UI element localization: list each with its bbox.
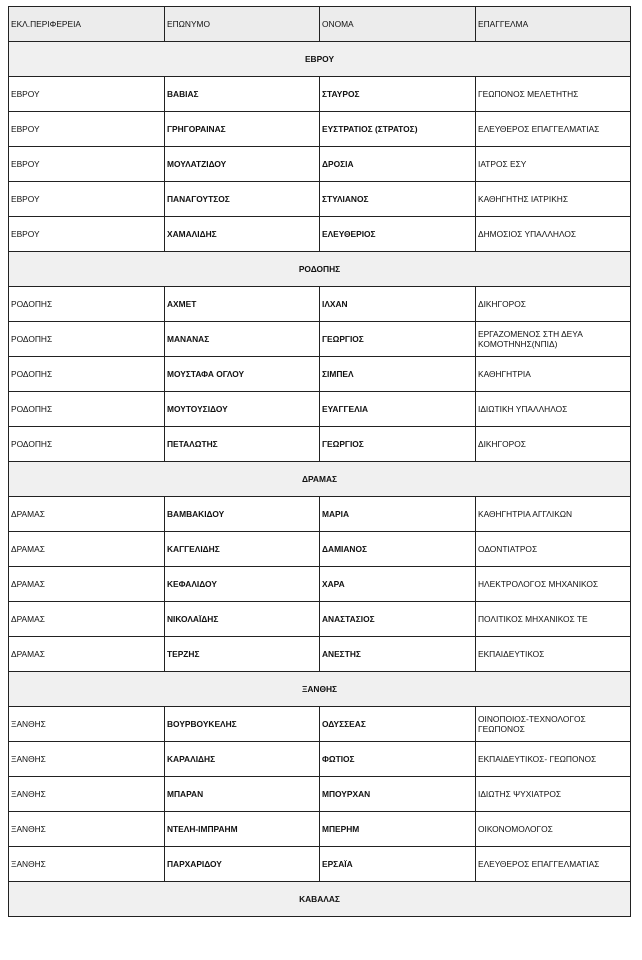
cell-region: ΔΡΑΜΑΣ [9,567,165,602]
table-row [9,77,631,112]
cell-surname: ΜΟΥΤΟΥΣΙΔΟΥ [165,392,320,427]
section-header: ΔΡΑΜΑΣ [9,462,631,497]
cell-firstname: ΙΛΧΑΝ [320,287,476,322]
cell-firstname: ΟΔΥΣΣΕΑΣ [320,707,476,742]
table-header-row [9,7,631,42]
cell-region: ΔΡΑΜΑΣ [9,637,165,672]
cell-region: ΔΡΑΜΑΣ [9,532,165,567]
table-row [9,847,631,882]
document-page [8,6,630,917]
cell-firstname: ΣΤΥΛΙΑΝΟΣ [320,182,476,217]
cell-region: ΡΟΔΟΠΗΣ [9,392,165,427]
cell-surname: ΚΕΦΑΛΙΔΟΥ [165,567,320,602]
cell-region: ΔΡΑΜΑΣ [9,497,165,532]
cell-region: ΕΒΡΟΥ [9,217,165,252]
cell-surname: ΝΙΚΟΛΑΪΔΗΣ [165,602,320,637]
table-row [9,812,631,847]
cell-surname: ΠΑΡΧΑΡΙΔΟΥ [165,847,320,882]
cell-profession: ΓΕΩΠΟΝΟΣ ΜΕΛΕΤΗΤΗΣ [476,77,631,112]
cell-profession: ΕΚΠΑΙΔΕΥΤΙΚΟΣ [476,637,631,672]
cell-surname: ΓΡΗΓΟΡΑΙΝΑΣ [165,112,320,147]
table-row [9,392,631,427]
cell-profession: ΕΛΕΥΘΕΡΟΣ ΕΠΑΓΓΕΛΜΑΤΙΑΣ [476,847,631,882]
section-header-row [9,672,631,707]
table-row [9,147,631,182]
cell-profession: ΚΑΘΗΓΗΤΡΙΑ ΑΓΓΛΙΚΩΝ [476,497,631,532]
table-row [9,357,631,392]
cell-profession: ΠΟΛΙΤΙΚΟΣ ΜΗΧΑΝΙΚΟΣ ΤΕ [476,602,631,637]
cell-region: ΕΒΡΟΥ [9,112,165,147]
table-row [9,637,631,672]
section-header-row [9,462,631,497]
cell-firstname: ΔΡΟΣΙΑ [320,147,476,182]
cell-profession: ΕΚΠΑΙΔΕΥΤΙΚΟΣ- ΓΕΩΠΟΝΟΣ [476,742,631,777]
cell-region: ΞΑΝΘΗΣ [9,847,165,882]
cell-region: ΕΒΡΟΥ [9,182,165,217]
table-row [9,742,631,777]
cell-profession: ΚΑΘΗΓΗΤΗΣ ΙΑΤΡΙΚΗΣ [476,182,631,217]
cell-region: ΡΟΔΟΠΗΣ [9,287,165,322]
cell-firstname: ΕΥΑΓΓΕΛΙΑ [320,392,476,427]
cell-firstname: ΜΑΡΙΑ [320,497,476,532]
table-row [9,532,631,567]
table-row [9,182,631,217]
table-row [9,217,631,252]
cell-surname: ΠΑΝΑΓΟΥΤΣΟΣ [165,182,320,217]
cell-region: ΡΟΔΟΠΗΣ [9,427,165,462]
column-header-surname: ΕΠΩΝΥΜΟ [165,7,320,42]
table-row [9,497,631,532]
table-row [9,777,631,812]
table-row [9,567,631,602]
cell-surname: ΧΑΜΑΛΙΔΗΣ [165,217,320,252]
section-header-row [9,252,631,287]
cell-region: ΞΑΝΘΗΣ [9,812,165,847]
cell-firstname: ΧΑΡΑ [320,567,476,602]
cell-firstname: ΔΑΜΙΑΝΟΣ [320,532,476,567]
cell-firstname: ΓΕΩΡΓΙΟΣ [320,427,476,462]
cell-profession: ΙΔΙΩΤΗΣ ΨΥΧΙΑΤΡΟΣ [476,777,631,812]
cell-surname: ΝΤΕΛΗ-ΙΜΠΡΑΗΜ [165,812,320,847]
candidates-table [8,6,631,917]
cell-surname: ΒΑΜΒΑΚΙΔΟΥ [165,497,320,532]
section-header: ΡΟΔΟΠΗΣ [9,252,631,287]
table-row [9,602,631,637]
cell-profession: ΙΑΤΡΟΣ ΕΣΥ [476,147,631,182]
cell-surname: ΜΑΝΑΝΑΣ [165,322,320,357]
cell-surname: ΚΑΓΓΕΛΙΔΗΣ [165,532,320,567]
cell-profession: ΙΔΙΩΤΙΚΗ ΥΠΑΛΛΗΛΟΣ [476,392,631,427]
cell-firstname: ΑΝΕΣΤΗΣ [320,637,476,672]
cell-region: ΞΑΝΘΗΣ [9,777,165,812]
cell-profession: ΕΡΓΑΖΟΜΕΝΟΣ ΣΤΗ ΔΕΥΑ ΚΟΜΟΤΗΝΗΣ(ΝΠΙΔ) [476,322,631,357]
cell-firstname: ΜΠΟΥΡΧΑΝ [320,777,476,812]
cell-firstname: ΣΙΜΠΕΛ [320,357,476,392]
cell-firstname: ΓΕΩΡΓΙΟΣ [320,322,476,357]
cell-profession: ΟΔΟΝΤΙΑΤΡΟΣ [476,532,631,567]
cell-firstname: ΣΤΑΥΡΟΣ [320,77,476,112]
cell-surname: ΚΑΡΑΛΙΔΗΣ [165,742,320,777]
cell-region: ΕΒΡΟΥ [9,147,165,182]
cell-profession: ΔΙΚΗΓΟΡΟΣ [476,287,631,322]
section-header-row [9,42,631,77]
cell-surname: ΠΕΤΑΛΩΤΗΣ [165,427,320,462]
cell-surname: ΜΠΑΡΑΝ [165,777,320,812]
cell-profession: ΔΗΜΟΣΙΟΣ ΥΠΑΛΛΗΛΟΣ [476,217,631,252]
cell-profession: ΟΙΚΟΝΟΜΟΛΟΓΟΣ [476,812,631,847]
cell-region: ΔΡΑΜΑΣ [9,602,165,637]
section-header: ΚΑΒΑΛΑΣ [9,882,631,917]
column-header-firstname: ΟΝΟΜΑ [320,7,476,42]
cell-profession: ΗΛΕΚΤΡΟΛΟΓΟΣ ΜΗΧΑΝΙΚΟΣ [476,567,631,602]
cell-region: ΡΟΔΟΠΗΣ [9,357,165,392]
column-header-profession: ΕΠΑΓΓΕΛΜΑ [476,7,631,42]
cell-region: ΞΑΝΘΗΣ [9,707,165,742]
section-header: ΞΑΝΘΗΣ [9,672,631,707]
cell-surname: ΜΟΥΛΑΤΖΙΔΟΥ [165,147,320,182]
cell-region: ΡΟΔΟΠΗΣ [9,322,165,357]
cell-firstname: ΕΛΕΥΘΕΡΙΟΣ [320,217,476,252]
section-header-row [9,882,631,917]
cell-profession: ΔΙΚΗΓΟΡΟΣ [476,427,631,462]
cell-surname: ΜΟΥΣΤΑΦΑ ΟΓΛΟΥ [165,357,320,392]
cell-profession: ΕΛΕΥΘΕΡΟΣ ΕΠΑΓΓΕΛΜΑΤΙΑΣ [476,112,631,147]
table-row [9,427,631,462]
section-header: ΕΒΡΟΥ [9,42,631,77]
table-body [9,42,631,917]
cell-firstname: ΦΩΤΙΟΣ [320,742,476,777]
table-row [9,322,631,357]
cell-profession: ΚΑΘΗΓΗΤΡΙΑ [476,357,631,392]
cell-firstname: ΑΝΑΣΤΑΣΙΟΣ [320,602,476,637]
cell-firstname: ΜΠΕΡΗΜ [320,812,476,847]
cell-surname: ΤΕΡΖΗΣ [165,637,320,672]
table-row [9,112,631,147]
cell-surname: ΑΧΜΕΤ [165,287,320,322]
cell-surname: ΒΑΒΙΑΣ [165,77,320,112]
cell-firstname: ΕΡΣΑΪΑ [320,847,476,882]
column-header-region: ΕΚΛ.ΠΕΡΙΦΕΡΕΙΑ [9,7,165,42]
cell-firstname: ΕΥΣΤΡΑΤΙΟΣ (ΣΤΡΑΤΟΣ) [320,112,476,147]
table-row [9,287,631,322]
cell-region: ΕΒΡΟΥ [9,77,165,112]
cell-profession: ΟΙΝΟΠΟΙΟΣ-ΤΕΧΝΟΛΟΓΟΣ ΓΕΩΠΟΝΟΣ [476,707,631,742]
table-row [9,707,631,742]
cell-surname: ΒΟΥΡΒΟΥΚΕΛΗΣ [165,707,320,742]
cell-region: ΞΑΝΘΗΣ [9,742,165,777]
